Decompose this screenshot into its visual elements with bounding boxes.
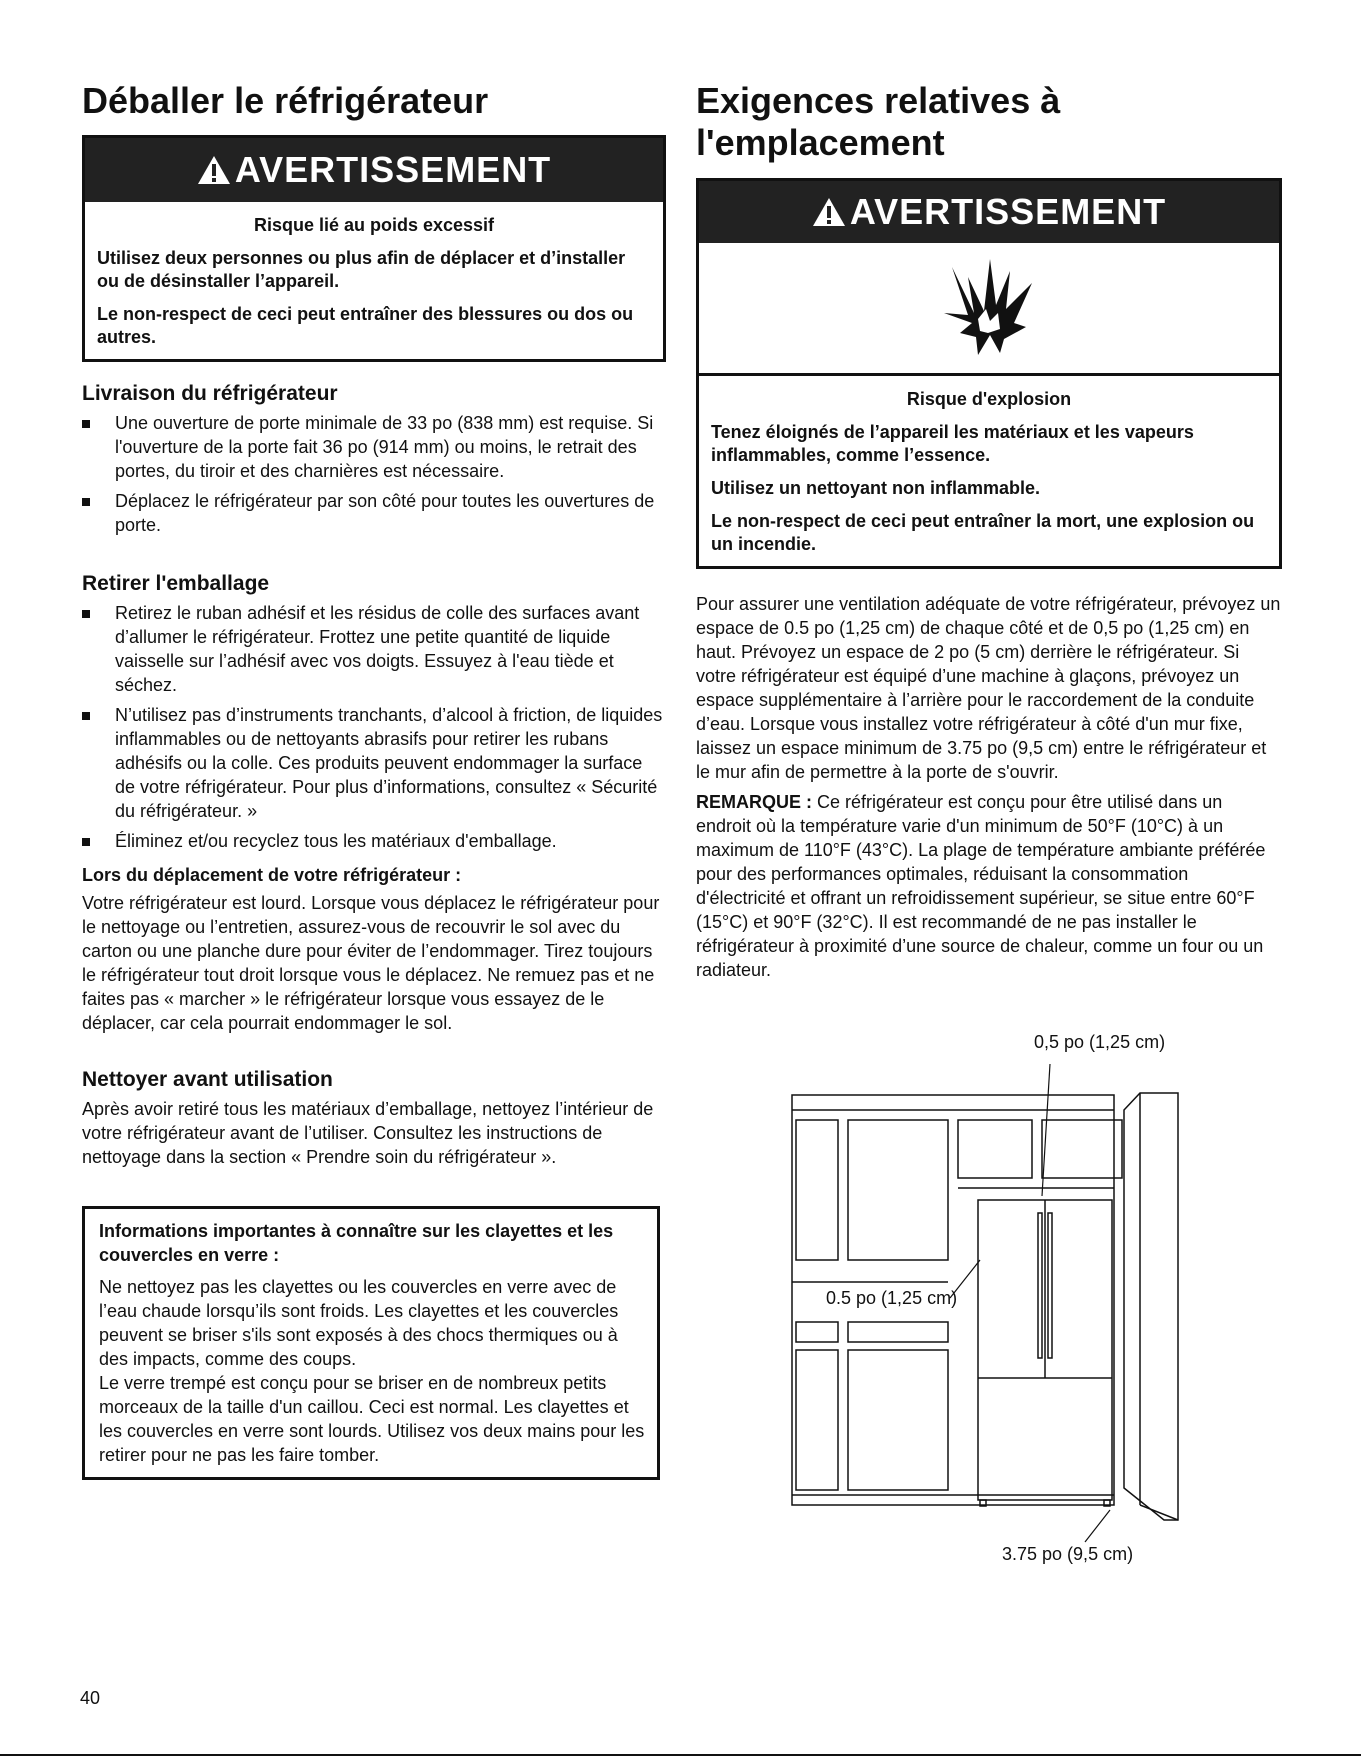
page-title-location: Exigences relatives à l'emplacement [696, 80, 1061, 163]
ventilation-section [696, 592, 1282, 982]
packaging-section [82, 571, 666, 859]
weight-warning-box [82, 135, 666, 362]
warning-body [699, 376, 1279, 566]
explosion-icon [934, 253, 1044, 363]
moving-text: Votre réfrigérateur est lourd. Lorsque vous déplacez le réfrigérateur pour le nettoyage ou l’entretien, assurez-vous de recouvrir le sol avec du carton ou une planche dure pour éviter de l’endommager. Tirez toujours le réfrigérateur tout droit lorsque vous le déplacez. Ne remuez pas et ne faites pas « marcher » le réfrigérateur lorsque vous essayez de le déplacer, car cela pourrait endommager le sol. [82, 893, 660, 1033]
bullet-square-icon [82, 712, 90, 720]
bullet-square-icon [82, 838, 90, 846]
warning-subtitle: Risque lié au poids excessif [253, 215, 495, 235]
clearance-label-top: 0,5 po (1,25 cm) [1034, 1032, 1166, 1052]
section-heading: Livraison du réfrigérateur [82, 382, 338, 405]
page-number: 40 [80, 1688, 101, 1708]
bullet-square-icon [82, 420, 90, 428]
warning-header-text: AVERTISSEMENT [234, 149, 552, 190]
list-item: Une ouverture de porte minimale de 33 po (838 mm) est requise. Si l'ouverture de la porte fait 36 po (914 mm) ou moins, le retrait des portes, du tiroir et des charnières est nécessaire. [82, 411, 666, 483]
packaging-list [82, 601, 666, 853]
delivery-section [82, 381, 666, 543]
list-item: Déplacez le réfrigérateur par son côté pour toutes les ouvertures de porte. [82, 489, 666, 537]
list-item: Retirez le ruban adhésif et les résidus de colle des surfaces avant d’allumer le réfrigérateur. Frottez une petite quantité de liquide vaisselle sur l’adhésif avec vos doigts. Essuyez à l'eau tiède et séchez. [82, 601, 666, 697]
bullet-square-icon [82, 498, 90, 506]
cleaning-section [82, 1067, 666, 1169]
warning-line: Tenez éloignés de l’appareil les matériaux et les vapeurs inflammables, comme l’essence. [711, 422, 1194, 465]
glass-info-box [82, 1206, 660, 1480]
cleaning-text: Après avoir retiré tous les matériaux d’emballage, nettoyez l’intérieur de votre réfrigérateur avant de l’utiliser. Consultez les instructions de nettoyage dans la section « Prendre soin du réfrigérateur ». [82, 1099, 654, 1167]
warning-subtitle: Risque d'explosion [906, 389, 1072, 409]
explosion-warning-box [696, 178, 1282, 569]
warning-line: Utilisez un nettoyant non inflammable. [711, 478, 1041, 498]
info-text: Le verre trempé est conçu pour se briser en de nombreux petits morceaux de la taille d'un caillou. Ceci est normal. Les clayettes et les couvercles en verre sont lourds. Utilisez vos deux mains pour les retirer pour ne pas les faire tomber. [99, 1373, 645, 1465]
page-title-unpack: Déballer le réfrigérateur [82, 80, 489, 121]
ventilation-text: Pour assurer une ventilation adéquate de votre réfrigérateur, prévoyez un espace de 0.5 po (1,25 cm) de chaque côté et de 0,5 po (1,25 cm) en haut. Prévoyez un espace de 2 po (5 cm) derrière le réfrigérateur. Si votre réfrigérateur est équipé d’une machine à glaçons, prévoyez un espace supplémentaire à l’arrière pour le raccordement de la conduite d’eau. Lorsque vous installez votre réfrigérateur à côté d'un mur fixe, laissez un espace minimum de 3.75 po (9,5 cm) entre le réfrigérateur et le mur afin de permettre à la porte de s'ouvrir. [696, 594, 1281, 782]
explosion-icon-area [699, 243, 1279, 376]
warning-line: Le non-respect de ceci peut entraîner la mort, une explosion ou un incendie. [711, 511, 1255, 554]
footer-divider [0, 1754, 1361, 1756]
warning-line: Utilisez deux personnes ou plus afin de déplacer et d’installer ou de désinstaller l’appareil. [97, 248, 626, 291]
section-heading: Retirer l'emballage [82, 572, 270, 595]
clearance-label-bottom: 3.75 po (9,5 cm) [1002, 1544, 1134, 1564]
bullet-square-icon [82, 610, 90, 618]
remark-text: REMARQUE : Ce réfrigérateur est conçu pour être utilisé dans un endroit où la température varie d'un minimum de 50°F (10°C) à un maximum de 110°F (43°C). La plage de température ambiante préférée pour des performances optimales, réduisant la consommation d'électricité et offrant un refroidissement supérieur, se situe entre 60°F (15°C) et 90°F (32°C). Il est recommandé de ne pas installer le réfrigérateur à proximité d’une source de chaleur, comme un four ou un radiateur. [696, 792, 1266, 980]
clearance-label-side: 0.5 po (1,25 cm) [826, 1288, 958, 1308]
warning-body [85, 202, 663, 359]
remark-label: REMARQUE : [696, 792, 812, 812]
list-item: Éliminez et/ou recyclez tous les matériaux d'emballage. [82, 829, 666, 853]
warning-line: Le non-respect de ceci peut entraîner des blessures ou dos ou autres. [97, 304, 634, 347]
moving-section [82, 863, 666, 1035]
warning-header-text: AVERTISSEMENT [849, 191, 1167, 232]
delivery-list [82, 411, 666, 537]
list-item: N’utilisez pas d’instruments tranchants, d’alcool à friction, de liquides inflammables ou de nettoyants abrasifs pour retirer les rubans adhésifs ou la colle. Ces produits peuvent endommager la surface de votre réfrigérateur. Pour plus d’informations, consultez « Sécurité du réfrigérateur. » [82, 703, 666, 823]
warning-header [85, 138, 663, 202]
info-heading: Informations importantes à connaître sur les clayettes et les couvercles en verre : [99, 1221, 614, 1265]
info-text: Ne nettoyez pas les clayettes ou les couvercles en verre avec de l’eau chaude lorsqu’ils sont froids. Les clayettes et les couvercles peuvent se briser s'ils sont exposés à des chocs thermiques ou à des impacts, comme des coups. [99, 1277, 619, 1369]
clearance-diagram [780, 1020, 1200, 1570]
warning-triangle-icon [812, 197, 846, 227]
section-heading: Nettoyer avant utilisation [82, 1068, 333, 1091]
section-heading: Lors du déplacement de votre réfrigérateur : [82, 865, 462, 885]
warning-header [699, 181, 1279, 243]
warning-triangle-icon [197, 155, 231, 185]
